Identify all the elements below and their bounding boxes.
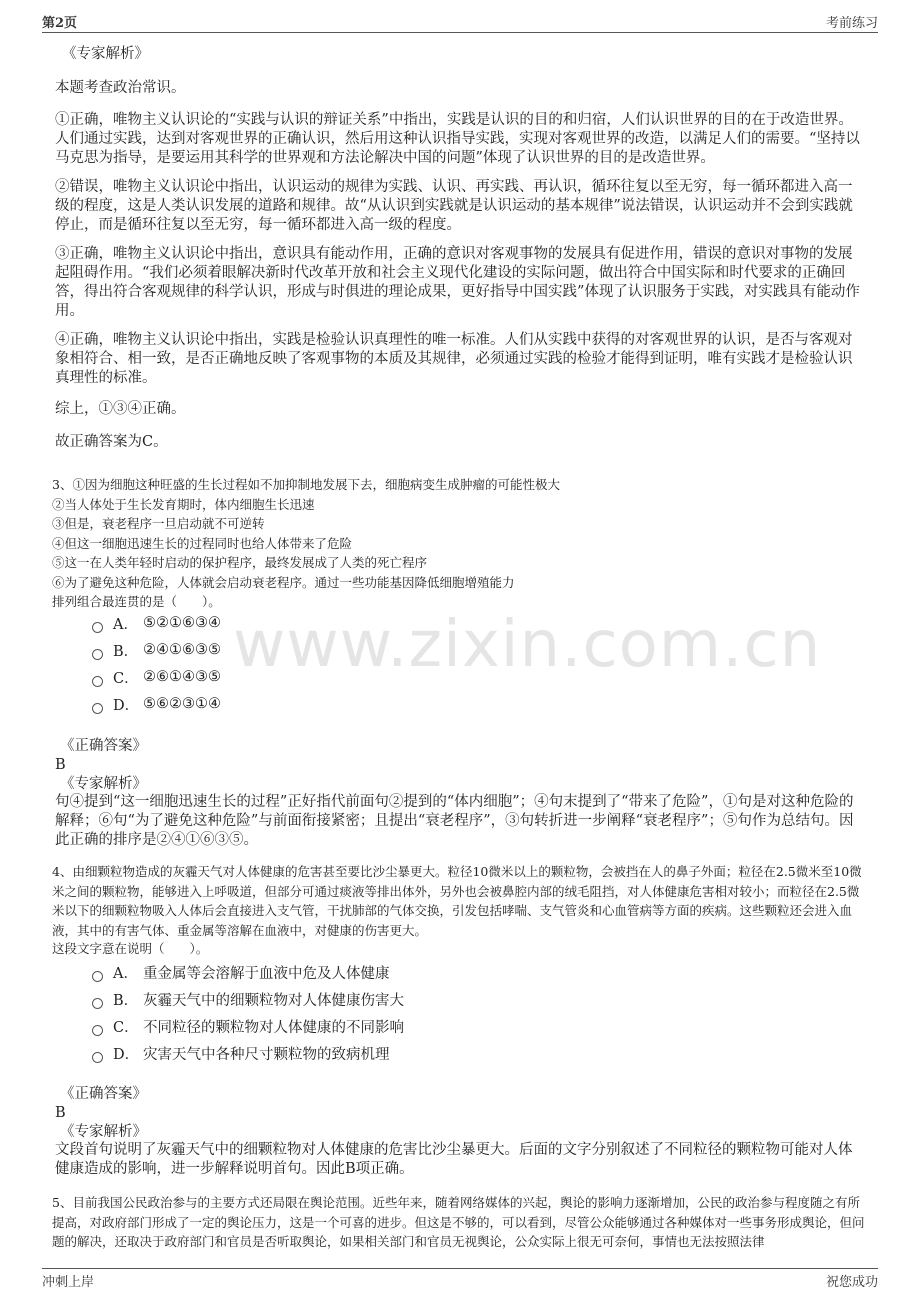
header-title: 考前练习 (825, 15, 878, 31)
radio-icon[interactable] (92, 703, 103, 714)
q3-analysis: 句④提到“这一细胞迅速生长的过程”正好指代前面句②提到的“体内细胞”；④句末提到了“带来了危险”，①句是对这种危险的解释；⑥句“为了避免这种危险”与前面衔接紧密；且提出“衰老程序”，③句转折进一步阐释“衰老程序”；⑤句作为总结句。因此正确的排序是②④①⑥③⑤。 (55, 794, 854, 848)
q3-answer-label: 《正确答案》 (60, 738, 147, 754)
radio-icon[interactable] (92, 622, 103, 633)
page-number: 第2页 (42, 15, 78, 31)
q3-answer: B (55, 757, 66, 773)
q4-answer-label: 《正确答案》 (60, 1086, 147, 1102)
q3-line: ②当人体处于生长发育期时，体内细胞生长迅速 (52, 496, 315, 512)
q3-line: ④但这一细胞迅速生长的过程同时也给人体带来了危险 (52, 535, 353, 551)
radio-icon[interactable] (92, 1052, 103, 1063)
q2-analysis-paragraph-2: ②错误，唯物主义认识论中指出，认识运动的规律为实践、认识、再实践、再认识，循环往复以至无穷，每一循环都进入高一级的程度，这是人类认识发展的道路和规律。故“从认识到实践就是认识运动的基本规律”说法错误，认识运动并不会到实践就停止，而是循环往复以至无穷，每一循环都进入高一级的程度。 (55, 179, 853, 233)
q3-question: 排列组合最连贯的是（ ）。 (52, 594, 221, 609)
q3-option-a[interactable]: A． ⑤②①⑥③④ (92, 613, 221, 633)
q2-analysis-summary: 综上，①③④正确。 (55, 401, 186, 417)
q3-option-c[interactable]: C． ②⑥①④③⑤ (92, 667, 221, 687)
q3-line: ⑥为了避免这种危险，人体就会启动衰老程序。通过一些功能基因降低细胞增殖能力 (52, 574, 515, 590)
radio-icon[interactable] (92, 971, 103, 982)
radio-icon[interactable] (92, 649, 103, 660)
watermark: www.zixin.com.cn (233, 608, 822, 682)
q3-line: ⑤这一在人类年轻时启动的保护程序，最终发展成了人类的死亡程序 (52, 555, 428, 570)
q2-analysis-intro: 本题考查政治常识。 (55, 80, 186, 96)
page-footer (42, 1268, 878, 1291)
question-3-stem (52, 475, 865, 612)
radio-icon[interactable] (92, 676, 103, 687)
q4-option-d[interactable]: D． 灾害天气中各种尺寸颗粒物的致病机理 (92, 1043, 390, 1063)
q4-analysis: 文段首句说明了灰霾天气中的细颗粒物对人体健康的危害比沙尘暴更大。后面的文字分别叙述了不同粒径的颗粒物可能对人体健康造成的影响，进一步解释说明首句。因此B项正确。 (55, 1142, 853, 1177)
q4-option-b[interactable]: B． 灰霾天气中的细颗粒物对人体健康伤害大 (92, 989, 404, 1009)
q3-analysis-label: 《专家解析》 (60, 776, 147, 792)
q3-option-b[interactable]: B． ②④①⑥③⑤ (92, 640, 221, 660)
q2-analysis-paragraph-1: ①正确，唯物主义认识论的“实践与认识的辩证关系”中指出，实践是认识的目的和归宿，人们认识世界的目的在于改造世界。人们通过实践，达到对客观世界的正确认识，然后用这种认识指导实践，实现对客观世界的改造，以满足人们的需要。“坚持以马克思为指导，是要运用其科学的世界观和方法论解决中国的问题”体现了认识世界的目的是改造世界。 (55, 112, 860, 166)
page-header (42, 10, 878, 33)
radio-icon[interactable] (92, 998, 103, 1009)
radio-icon[interactable] (92, 1025, 103, 1036)
q4-answer: B (55, 1105, 66, 1121)
q4-option-c[interactable]: C． 不同粒径的颗粒物对人体健康的不同影响 (92, 1016, 404, 1036)
q4-analysis-label: 《专家解析》 (60, 1124, 147, 1140)
q3-line: ③但是，衰老程序一旦启动就不可逆转 (52, 516, 265, 531)
question-5-stem: 5、目前我国公民政治参与的主要方式还局限在舆论范围。近些年来，随着网络媒体的兴起，舆论的影响力逐渐增加，公民的政治参与程度随之有所提高，对政府部门形成了一定的舆论压力，这是一个可喜的进步。但这是不够的，可以看到，尽管公众能够通过各种媒体对一些事务形成舆论，但问题的解决，还取决于政府部门和官员是否听取舆论，如果相关部门和官员无视舆论，公众实际上很无可奈何，事情也无法按照法律 (52, 1195, 865, 1249)
q4-option-a[interactable]: A． 重金属等会溶解于血液中危及人体健康 (92, 962, 390, 982)
q2-analysis-paragraph-4: ④正确，唯物主义认识论中指出，实践是检验认识真理性的唯一标准。人们从实践中获得的对客观世界的认识，是否与客观对象相符合、相一致，是否正确地反映了客观事物的本质及其规律，必须通过实践的检验才能得到证明，唯有实践才是检验认识真理性的标准。 (55, 332, 853, 386)
q2-analysis-label: 《专家解析》 (62, 46, 149, 62)
question-4-stem: 4、由细颗粒物造成的灰霾天气对人体健康的危害甚至要比沙尘暴更大。粒径10微米以上的颗粒物，会被挡在人的鼻子外面；粒径在2.5微米至10微米之间的颗粒物，能够进入上呼吸道，但部分可通过痰液等排出体外，另外也会被鼻腔内部的绒毛阻挡，对人体健康危害相对较小；而粒径在2.5微米以下的细颗粒物吸入人体后会直接进入支气管，干扰肺部的气体交换，引发包括哮喘、支气管炎和心血管病等方面的疾病。这些颗粒还会进入血液，其中的有害气体、重金属等溶解在血液中，对健康的伤害更大。 (52, 864, 862, 938)
footer-right: 祝您成功 (825, 1274, 878, 1290)
q3-line: 3、①因为细胞这种旺盛的生长过程如不加抑制地发展下去，细胞病变生成肿瘤的可能性极大 (52, 477, 560, 492)
q2-analysis-paragraph-3: ③正确，唯物主义认识论中指出，意识具有能动作用，正确的意识对客观事物的发展具有促进作用，错误的意识对事物的发展起阻碍作用。“我们必须着眼解决新时代改革开放和社会主义现代化建设的实际问题，做出符合中国实际和时代要求的正确回答，得出符合客观规律的科学认识，形成与时俱进的理论成果，更好指导中国实践”体现了认识服务于实践，对实践具有能动作用。 (55, 246, 860, 319)
q2-answer-statement: 故正确答案为C。 (55, 434, 168, 450)
q4-question: 这段文字意在说明（ ）。 (52, 941, 209, 956)
q3-option-d[interactable]: D． ⑤⑥②③①④ (92, 694, 221, 714)
footer-left: 冲刺上岸 (42, 1274, 95, 1290)
